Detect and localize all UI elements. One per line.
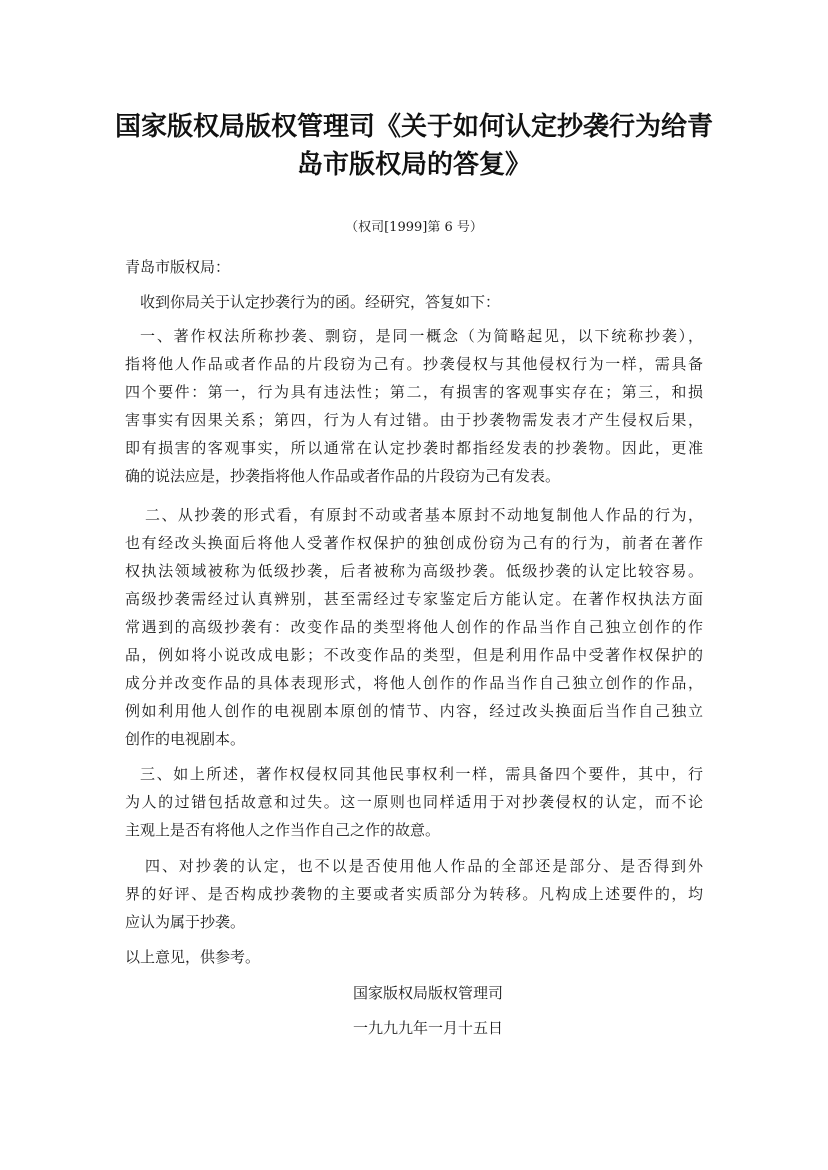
paragraph-line: 二、从抄袭的形式看，有原封不动或者基本原封不动地复制他人作品的行为， — [145, 506, 703, 524]
opening-line: 收到你局关于认定抄袭行为的函。经研究，答复如下： — [140, 293, 501, 311]
paragraph-line: 即有损害的客观事实，所以通常在认定抄袭时都指经发表的抄袭物。因此，更准 — [125, 439, 703, 457]
closing-line: 以上意见，供参考。 — [125, 948, 261, 966]
paragraph-line: 例如利用他人创作的电视剧本原创的情节、内容，经过改头换面后当作自己独立 — [125, 702, 703, 720]
paragraph-line: 常遇到的高级抄袭有：改变作品的类型将他人创作的作品当作自己独立创作的作 — [125, 618, 703, 636]
paragraph-line: 四、对抄袭的认定，也不以是否使用他人作品的全部还是部分、是否得到外 — [145, 857, 703, 875]
paragraph-line: 四个要件：第一，行为具有违法性；第二，有损害的客观事实存在；第三，和损 — [125, 383, 703, 401]
paragraph-line: 为人的过错包括故意和过失。这一原则也同样适用于对抄袭侵权的认定，而不论 — [125, 793, 703, 811]
paragraph-line: 一、著作权法所称抄袭、剽窃，是同一概念（为简略起见，以下统称抄袭）， — [140, 327, 703, 345]
document-title-line-2: 岛市版权局的答复》 — [296, 150, 531, 180]
paragraph-line: 害事实有因果关系；第四，行为人有过错。由于抄袭物需发表才产生侵权后果， — [125, 411, 703, 429]
paragraph-line: 应认为属于抄袭。 — [125, 913, 246, 931]
paragraph-line: 三、如上所述，著作权侵权同其他民事权利一样，需具备四个要件，其中，行 — [140, 765, 703, 783]
paragraph-line: 也有经改头换面后将他人受著作权保护的独创成份窃为己有的行为，前者在著作 — [125, 534, 703, 552]
paragraph-line: 确的说法应是，抄袭指将他人作品或者作品的片段窃为己有发表。 — [125, 467, 561, 485]
date: 一九九九年一月十五日 — [352, 1019, 503, 1037]
paragraph-line: 品，例如将小说改成电影；不改变作品的类型，但是利用作品中受著作权保护的 — [125, 646, 703, 664]
signature: 国家版权局版权管理司 — [352, 984, 503, 1002]
paragraph-line: 成分并改变作品的具体表现形式，将他人创作的作品当作自己独立创作的作品， — [125, 674, 703, 692]
document-title-line-1: 国家版权局版权管理司《关于如何认定抄袭行为给青 — [114, 112, 713, 142]
paragraph-line: 主观上是否有将他人之作当作自己之作的故意。 — [125, 821, 441, 839]
paragraph-line: 指将他人作品或者作品的片段窃为己有。抄袭侵权与其他侵权行为一样，需具备 — [125, 355, 703, 373]
document-number: （权司[1999]第 6 号） — [345, 220, 483, 235]
paragraph-line: 创作的电视剧本。 — [125, 730, 246, 748]
paragraph-line: 高级抄袭需经过认真辨别，甚至需经过专家鉴定后方能认定。在著作权执法方面 — [125, 590, 703, 608]
salutation: 青岛市版权局： — [125, 258, 231, 276]
paragraph-line: 界的好评、是否构成抄袭物的主要或者实质部分为转移。凡构成上述要件的，均 — [125, 885, 703, 903]
paragraph-line: 权执法领域被称为低级抄袭，后者被称为高级抄袭。低级抄袭的认定比较容易。 — [125, 562, 703, 580]
